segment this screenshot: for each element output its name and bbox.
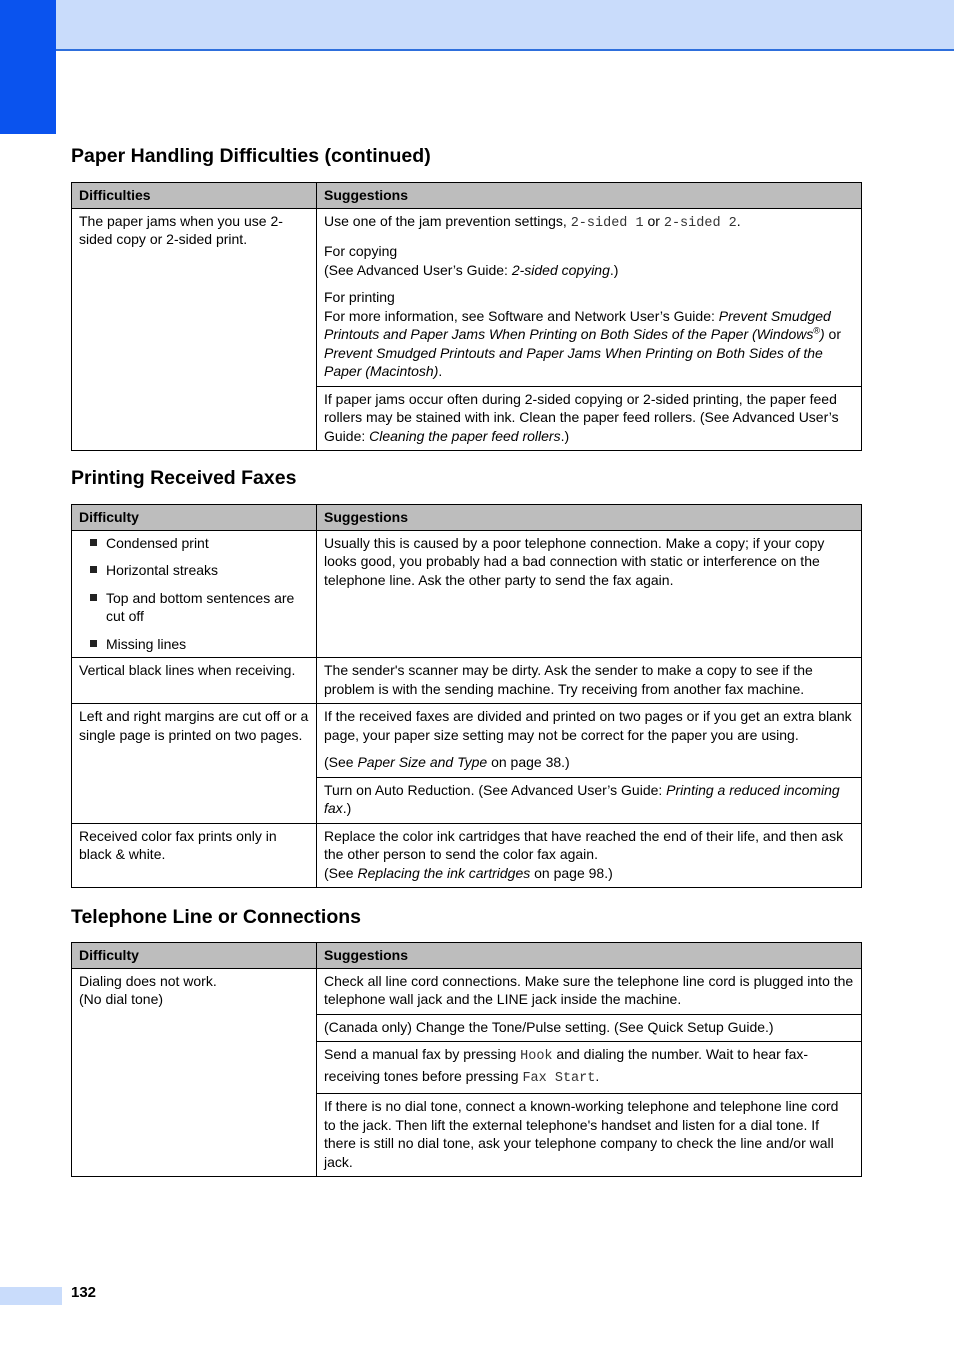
footer-band bbox=[0, 1287, 62, 1305]
hook-key-label: Hook bbox=[520, 1049, 553, 1064]
suggestion-paragraph: Turn on Auto Reduction. (See Advanced User’s Guide: Printing a reduced incoming fax.) bbox=[324, 781, 840, 816]
section-title-telephone-line: Telephone Line or Connections bbox=[71, 906, 361, 928]
suggestion-paragraph: For printing For more information, see Software and Network User’s Guide: Prevent Smudged Printouts and Paper Jams When Printing on Both Sides of the Paper (Windows®) or Prevent Smudged Printouts and Paper Jams When Printing on Both Sides of the Paper (Macintosh). bbox=[324, 289, 842, 379]
telephone-line-table bbox=[71, 942, 862, 1177]
table-header-row bbox=[72, 943, 862, 969]
suggestion-paragraph: Send a manual fax by pressing Hook and dialing the number. Wait to hear fax-receiving tones before pressing Fax Start. bbox=[324, 1046, 809, 1086]
suggestion-paragraph: Check all line cord connections. Make sure the telephone line cord is plugged into the telephone wall jack and the LINE jack inside the machine. bbox=[324, 972, 854, 1007]
difficulty-cell bbox=[72, 208, 317, 451]
table-row bbox=[72, 530, 862, 658]
suggestion-paragraph: For copying (See Advanced User’s Guide: 2-sided copying.) bbox=[324, 243, 619, 278]
suggestion-paragraph: If there is no dial tone, connect a known-working telephone and telephone line cord to the jack. Then lift the external telephone's handset and listen for a dial tone. If there is still no dial tone, ask your telephone company to check the line and/or wall jack. bbox=[324, 1098, 839, 1170]
table-header-row bbox=[72, 183, 862, 209]
suggestion-cell bbox=[317, 530, 862, 658]
column-header-suggestions: Suggestions bbox=[317, 505, 862, 531]
table-row bbox=[72, 704, 862, 778]
column-header-difficulty: Difficulty bbox=[72, 505, 317, 531]
column-header-difficulty: Difficulty bbox=[72, 943, 317, 969]
section-title-paper-handling: Paper Handling Difficulties (continued) bbox=[71, 145, 431, 167]
table-header-row bbox=[72, 505, 862, 531]
suggestion-paragraph: If the received faxes are divided and printed on two pages or if you get an extra blank page, your paper size setting may not be correct for the paper you are using. bbox=[324, 708, 852, 743]
column-header-suggestions: Suggestions bbox=[317, 183, 862, 209]
list-item: Condensed print bbox=[90, 534, 309, 553]
chapter-tab bbox=[0, 0, 56, 134]
table-row bbox=[72, 658, 862, 704]
suggestion-paragraph: The sender's scanner may be dirty. Ask the sender to make a copy to see if the problem is with the sending machine. Try receiving from another fax machine. bbox=[324, 662, 813, 697]
table-row bbox=[72, 823, 862, 888]
suggestion-cell bbox=[317, 1042, 862, 1094]
difficulty-text: Vertical black lines when receiving. bbox=[79, 662, 296, 678]
suggestion-paragraph: Replace the color ink cartridges that have reached the end of their life, and then ask the other person to send the color fax again. (See Replacing the ink cartridges on page 98.) bbox=[324, 827, 844, 881]
suggestion-cell bbox=[317, 208, 862, 386]
section-title-printing-received-faxes: Printing Received Faxes bbox=[71, 467, 297, 489]
column-header-suggestions: Suggestions bbox=[317, 943, 862, 969]
paper-handling-table bbox=[71, 182, 862, 451]
difficulty-text: The paper jams when you use 2-sided copy or 2-sided print. bbox=[79, 212, 283, 247]
list-item: Top and bottom sentences are cut off bbox=[90, 589, 309, 626]
difficulty-cell bbox=[72, 658, 317, 704]
suggestion-cell bbox=[317, 658, 862, 704]
difficulty-cell bbox=[72, 530, 317, 658]
suggestion-paragraph: If paper jams occur often during 2-sided copying or 2-sided printing, the paper feed rollers may be stained with ink. Clean the paper feed rollers. (See Advanced User’s Guide: Cleaning the paper feed rollers.) bbox=[324, 390, 839, 444]
suggestion-paragraph: (See Paper Size and Type on page 38.) bbox=[324, 754, 570, 770]
difficulty-cell bbox=[72, 704, 317, 824]
suggestion-cell bbox=[317, 704, 862, 778]
suggestion-cell bbox=[317, 777, 862, 823]
setting-2-sided-1: 2-sided 1 bbox=[570, 215, 644, 231]
table-row bbox=[72, 208, 862, 386]
header-band bbox=[0, 0, 954, 51]
difficulty-text: Received color fax prints only in black & white. bbox=[79, 827, 277, 862]
list-item: Horizontal streaks bbox=[90, 561, 309, 580]
suggestion-paragraph: Use one of the jam prevention settings, 2-sided 1 or 2-sided 2. bbox=[324, 212, 741, 231]
difficulty-cell bbox=[72, 968, 317, 1177]
difficulty-text: Left and right margins are cut off or a single page is printed on two pages. bbox=[79, 708, 309, 743]
difficulty-subtext: (No dial tone) bbox=[79, 991, 164, 1007]
suggestion-cell bbox=[317, 823, 862, 888]
suggestion-cell bbox=[317, 386, 862, 451]
difficulty-text: Dialing does not work. bbox=[79, 972, 217, 989]
difficulty-list bbox=[79, 534, 309, 654]
setting-2-sided-2: 2-sided 2 bbox=[663, 215, 737, 231]
page-number: 132 bbox=[71, 1284, 97, 1301]
suggestion-cell bbox=[317, 1094, 862, 1177]
difficulty-cell bbox=[72, 823, 317, 888]
fax-start-key-label: Fax Start bbox=[522, 1070, 596, 1086]
printing-received-faxes-table bbox=[71, 504, 862, 888]
suggestion-paragraph: (Canada only) Change the Tone/Pulse setting. (See Quick Setup Guide.) bbox=[324, 1018, 774, 1035]
column-header-difficulties: Difficulties bbox=[72, 183, 317, 209]
list-item: Missing lines bbox=[90, 635, 309, 654]
suggestion-paragraph: Usually this is caused by a poor telephone connection. Make a copy; if your copy looks good, you probably had a bad connection with static or interference on the telephone line. Ask the other party to send the fax again. bbox=[324, 534, 825, 588]
suggestion-cell bbox=[317, 1014, 862, 1042]
suggestion-cell bbox=[317, 968, 862, 1014]
table-row bbox=[72, 968, 862, 1014]
